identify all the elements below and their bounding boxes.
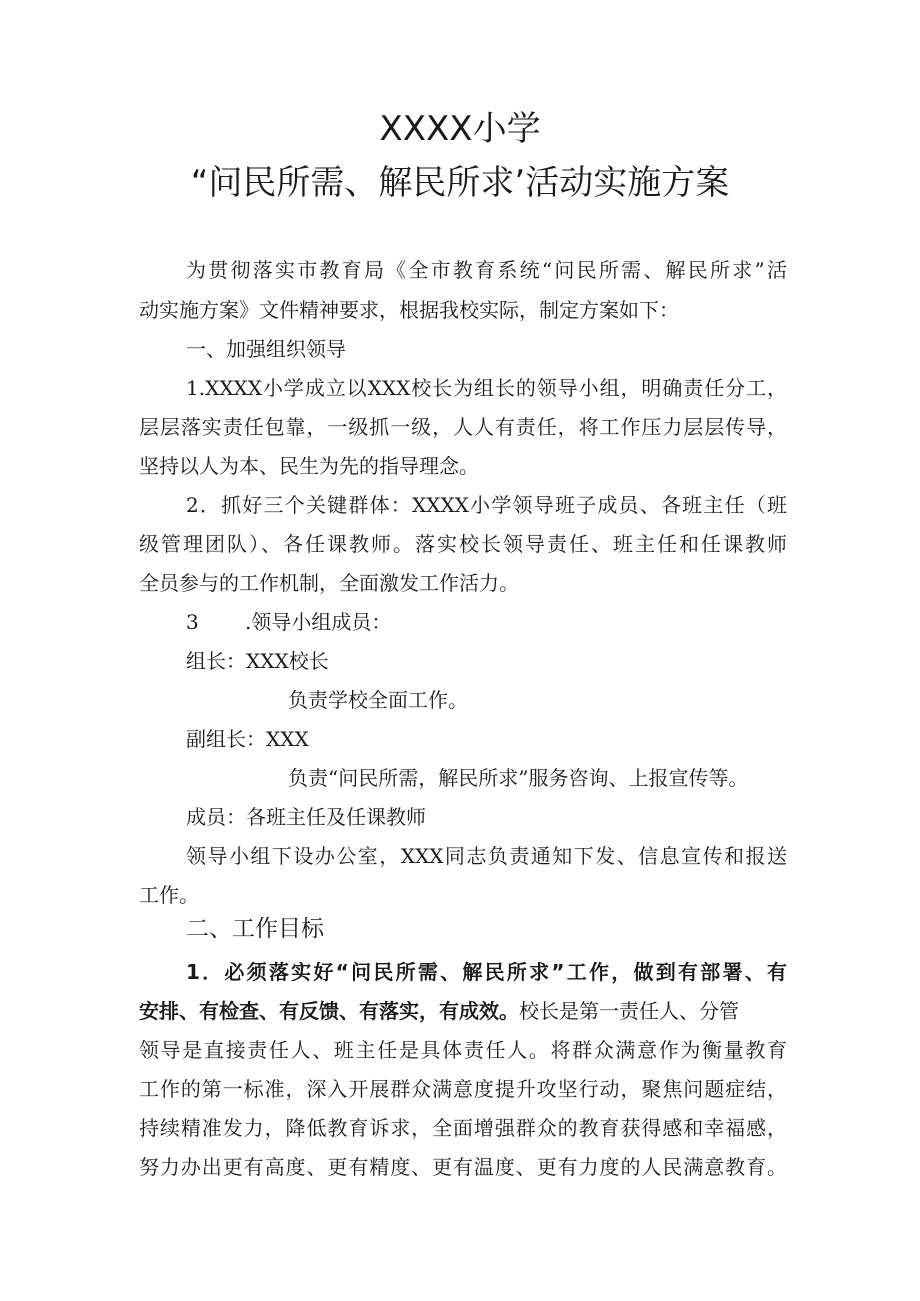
section2-item1-line-3: 领导是直接责任人、班主任是具体责任人。将群众满意作为衡量教育 (139, 1038, 787, 1062)
document-title-plan: “问民所需、解民所求’活动实施方案 (190, 163, 730, 203)
section1-heading: 一、加强组织领导 (186, 337, 346, 361)
section1-item2-line-1: 2．抓好三个关键群体：XXXX小学领导班子成员、各班主任（班 (186, 493, 787, 517)
section1-item2-line-2: 级管理团队）、各任课教师。落实校长领导责任、班主任和任课教师 (139, 532, 787, 556)
section2-item1-line-5: 持续精准发力，降低教育诉求，全面增强群众的教育获得感和幸福感， (139, 1116, 787, 1140)
section1-item1-line-3: 坚持以人为本、民生为先的指导理念。 (139, 454, 479, 478)
members-line: 成员：各班主任及任课教师 (186, 805, 426, 829)
office-line-1: 领导小组下设办公室，XXX同志负责通知下发、信息宣传和报送 (186, 844, 787, 868)
deputy-duty: 负责“问民所需，解民所求”服务咨询、上报宣传等。 (288, 766, 749, 790)
section1-item1-line-2: 层层落实责任包靠，一级抓一级，人人有责任，将工作压力层层传导， (139, 415, 787, 439)
section1-item1-line-1: 1.XXXX小学成立以XXX校长为组长的领导小组，明确责任分工， (186, 376, 787, 400)
section2-heading: 二、工作目标 (186, 916, 324, 942)
office-line-2: 工作。 (139, 883, 199, 907)
section1-item2-line-3: 全员参与的工作机制，全面激发工作活力。 (139, 571, 519, 595)
section2-item1-line-2 (139, 1001, 739, 1021)
section1-item3-number: 3 (186, 610, 199, 634)
leader-duty: 负责学校全面工作。 (288, 688, 468, 712)
intro-line-2: 动实施方案》文件精神要求，根据我校实际，制定方案如下： (139, 298, 679, 322)
intro-line-1: 为贯彻落实市教育局《全市教育系统“问民所需、解民所求”活 (186, 258, 787, 282)
section2-item1-line-4: 工作的第一标准，深入开展群众满意度提升攻坚行动，聚焦问题症结， (139, 1077, 787, 1101)
leader-label: 组长：XXX校长 (186, 649, 329, 673)
section1-item3-text: .领导小组成员： (245, 610, 392, 634)
document-title-school: XXXX小学 (379, 109, 541, 149)
section2-item1-line-6: 努力办出更有高度、更有精度、更有温度、更有力度的人民满意教育。 (139, 1155, 787, 1179)
section2-item1-line-2-bold: 安排、有检查、有反馈、有落实，有成效。 (139, 999, 519, 1023)
section2-item1-line-1: 1．必须落实好“问民所需、解民所求”工作，做到有部署、有 (186, 960, 787, 984)
section2-item1-line-2-rest: 校长是第一责任人、分管 (519, 999, 739, 1023)
deputy-label: 副组长：XXX (186, 727, 309, 751)
